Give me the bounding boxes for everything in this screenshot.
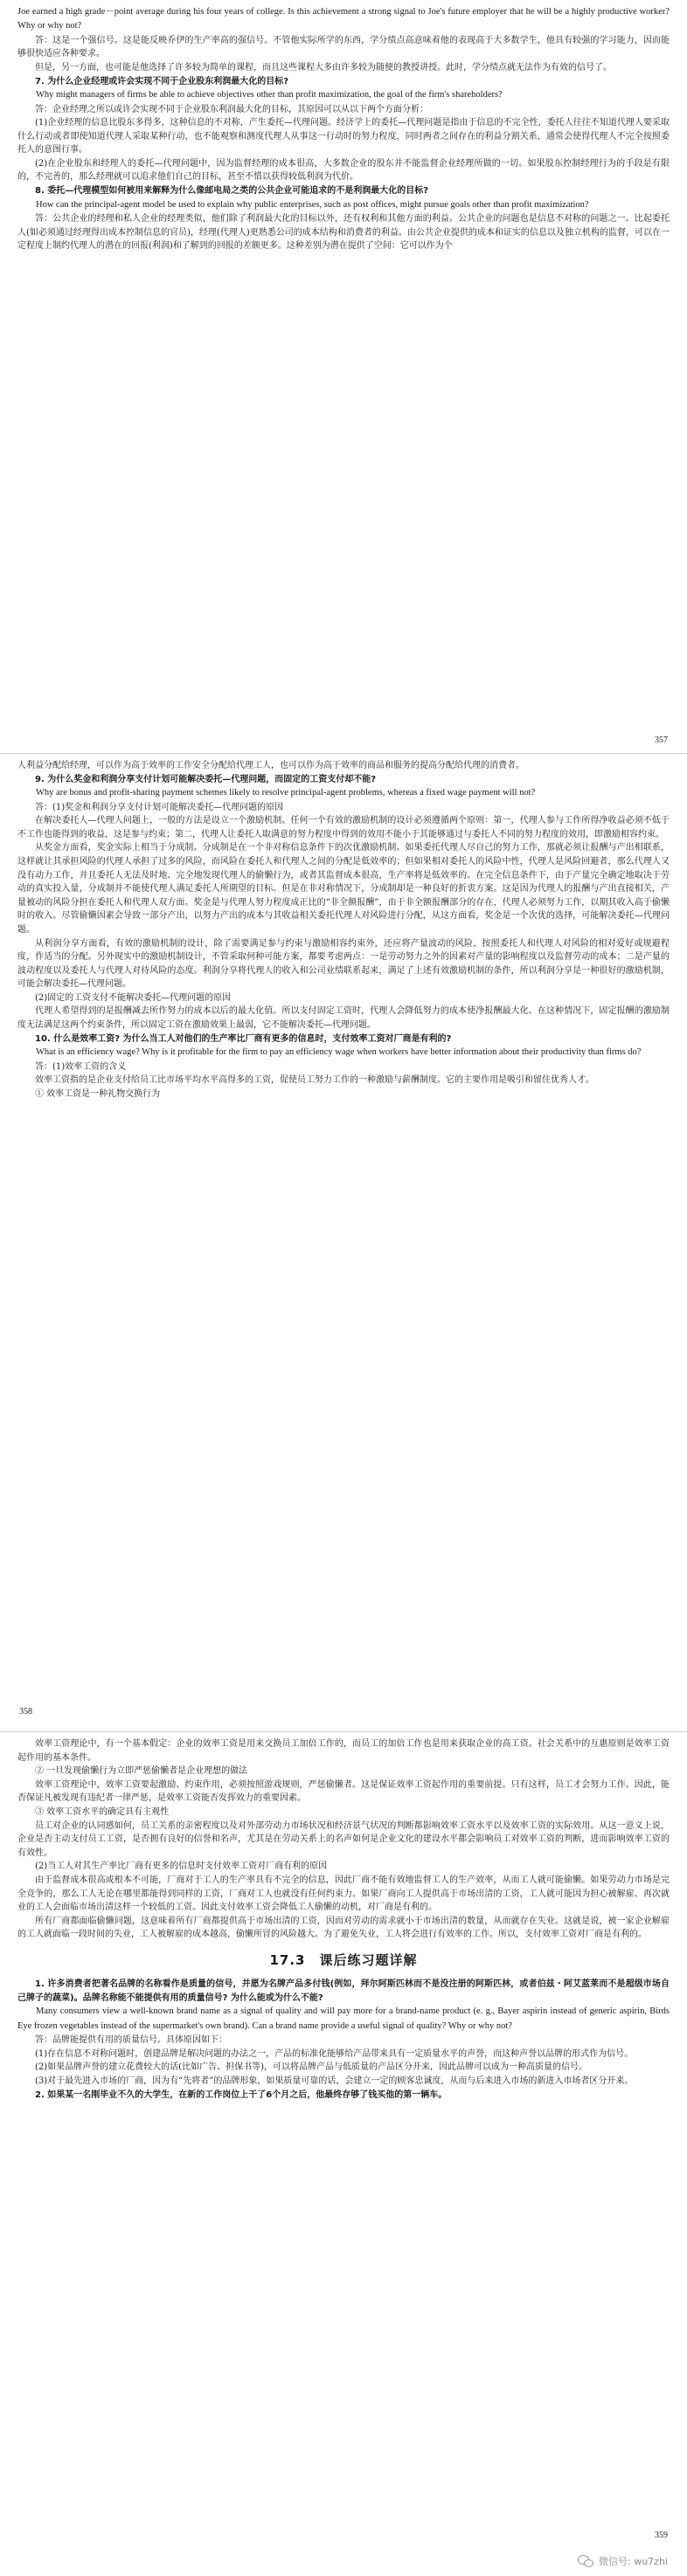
wechat-icon xyxy=(578,2555,593,2567)
exercise-1-point-2: (2)如果品牌声誉的建立花费较大的话(比如广告、担保书等)，可以将品牌产品与低质量的产品区分开来，因此品牌可以成为一种高质量的信号。 xyxy=(35,2062,587,2073)
answer-9-d: (2)固定的工资支付不能解决委托—代理问题的原因 xyxy=(35,992,232,1003)
answer-6: 答：这是一个强信号。这是能反映乔伊的生产率高的强信号。不管他实际所学的东西，学分绩点高意味着他的表现高于大多数学生，他具有较强的学习能力，因而能够很快适应各种要求。 xyxy=(17,35,670,59)
question-6-text: Joe earned a high grade－point average during his four years of college. Is this achievement a strong signal to Joe's future employer that he will be a highly productive worker? Why or why not? xyxy=(17,7,670,31)
answer-10-part-2-cont: 所有厂商都面临偷懒问题，这意味着所有厂商都提供高于市场出清的工资，因而对劳动的需求就小于市场出清的数量，从而就存在失业。这就是说，被一家企业解雇的工人就面临一段时间的失业，工人被解雇的成本越高，偷懒所冒的风险越大。为了避免失业，工人将会进行有效率的工作。所以，支付效率工资对厂商是有利的。 xyxy=(17,1916,670,1940)
answer-7-point-1: (1)企业经理的信息比股东多得多，这种信息的不对称，产生委托—代理问题。经济学上的委托—代理问题是指由于信息的不完全性，委托人往往不知道代理人要采取什么行动或者即使知道代理人采取某种行动，也不能观察和测度代理人从事这一行动时的努力程度，同时两者之间存在的利益分割关系，通常会使得代理人不完全按照委托人的意图行事。 xyxy=(17,118,670,155)
answer-7: 答：企业经理之所以或许会实现不同于企业股东利润最大化的目标，其原因可以从以下两个方面分析： xyxy=(35,104,428,114)
page-358 xyxy=(0,753,687,1731)
page-number: 358 xyxy=(19,1707,32,1717)
answer-10-part-2-heading: (2)当工人对其生产率比厂商有更多的信息时支付效率工资对厂商有利的原因 xyxy=(35,1861,328,1872)
exercise-1-cn: 1. 许多消费者把著名品牌的名称看作是质量的信号，并愿为名牌产品多付钱(例如，拜尔阿斯匹林而不是没注册的阿斯匹林，或者伯兹・阿艾蓝莱而不是超级市场自己牌子的蔬菜)。品牌名称能不能提供有用的质量信号? 为什么能或为什么不能? xyxy=(17,1979,670,2003)
page-number: 357 xyxy=(655,736,668,746)
efficiency-wage-2: 效率工资理论中，效率工资要起激励、约束作用，必须按照游戏规则，严惩偷懒者。这是保证效率工资起作用的重要前提。只有这样，员工才会努力工作。因此，能否保证凡被发现有违纪者一律严惩，是效率工资能否发挥效力的重要因素。 xyxy=(17,1779,670,1804)
page-359 xyxy=(0,1731,687,2576)
question-10-cn: 10. 什么是效率工资? 为什么当工人对他们的生产率比厂商有更多的信息时，支付效率工资对厂商是有利的? xyxy=(35,1033,452,1044)
question-9-cn: 9. 为什么奖金和利润分享支付计划可能解决委托—代理问题，而固定的工资支付却不能? xyxy=(35,774,377,784)
answer-9: 答：(1)奖金和利润分享支付计划可能解决委托—代理问题的原因 xyxy=(35,802,284,812)
answer-10-part-2: 由于监督成本很高或根本不可能，厂商对于工人的生产率具有不完全的信息，因此厂商不能有效地监督工人的生产效率，从而工人就可能偷懒。如果劳动力市场是完全竞争的，那么工人无论在哪里都能得到同样的工资，厂商对工人也就没有任何约束力。如果厂商向工人提供高于市场出清的工资，工人就可能因为担心被解雇、再次就业的工人会面临市场出清这样一个较低的工资。因此支付效率工资会降低工人偷懒的动机，对厂商是有利的。 xyxy=(17,1875,670,1913)
answer-7-point-2: (2)在企业股东和经理人的委托—代理问题中，因为监督经理的成本很高，大多数企业的股东并不能监督企业经理所做的一切。如果股东控制经理行为的手段是有限的，不完善的，那么经理就可以追求他们自己的目标，甚至不惜以获得较低利润为代价。 xyxy=(17,158,670,183)
answer-8-continued: 人利益分配给经理，可以作为高于效率的工作安全分配给代理工人，也可以作为高于效率的商品和服务的提高分配给代理的消费者。 xyxy=(17,761,524,770)
question-7-cn: 7. 为什么企业经理或许会实现不同于企业股东利润最大化的目标? xyxy=(35,76,289,86)
efficiency-wage-1: 效率工资理论中，有一个基本假定：企业的效率工资是用来交换员工加倍工作的，而员工的加倍工作也是用来获取企业的高工资。社会关系中的互惠原则是效率工资起作用的基本条件。 xyxy=(17,1739,670,1763)
question-9-en: Why are bonus and profit-sharing payment schemes likely to resolve principal-agent problems, whereas a fixed wage payment will not? xyxy=(36,788,536,798)
answer-8: 答：公共企业的经理和私人企业的经理类似，他们除了利润最大化的目标以外，还有权利和其他方面的利益。公共企业的问题也是信息不对称的问题之一。比起委托人(如必须通过经理得出成本控制信息的官员)，经理(代理人)更熟悉公司的成本结构和消费者的利益。由公共企业提供的成本和证实的信息以及独立机构的监督，可以在一定程度上制约代理人的潜在的回报(利润)和了解到的回报的差额更多。这种差别为潜在提供了空间：它可以作为个 xyxy=(17,214,670,252)
answer-9-c: 从利润分享方面看，有效的激励机制的设计，除了需要满足参与约束与激励相容约束外，还应将产量波动的风险，按照委托人和代理人对风险的相对爱好或规避程度，作适当的分配。另外现实中的激励机制设计，不管采取何种可能方案，都要考虑两点：一是劳动努力之外的因素对产量的影响程度以及监督劳动的成本；二是产量的波动程度以及委托人与代理人对待风险的态度。利润分享将代理人的收入和公司业绩联系起来，满足了上述有效激励机制的条件，所以利润分享是一种很好的激励机制，可能会解决委托—代理问题。 xyxy=(17,938,670,990)
answer-6-continued: 但是，另一方面，也可能是他选择了许多较为简单的课程，而且这些课程大多由许多较为随便的教授讲授。此时，学分绩点就无法作为有效的信号了。 xyxy=(35,62,612,73)
watermark-text: 微信号: wu7zhi xyxy=(599,2555,668,2567)
section-title: 17.3 课后练习题详解 xyxy=(269,1951,418,1968)
answer-9-e: 代理人希望得到的是报酬减去所作努力的成本以后的最大化值。所以支付固定工资时，代理人会降低努力的成本使净报酬最大化。在这种情况下，固定报酬的激励制度无法满足这两个约束条件，所以固定工资在激励效果上最弱，它不能解决委托—代理问题。 xyxy=(17,1006,670,1031)
page-357 xyxy=(0,0,687,753)
exercise-1-answer: 答：品牌能提供有用的质量信号。具体原因如下： xyxy=(35,2035,227,2046)
answer-10-b: ① 效率工资是一种礼物交换行为 xyxy=(35,1088,161,1099)
question-8-en: How can the principal-agent model be used to explain why public enterprises, such as post offices, might pursue goals other than profit maximization? xyxy=(36,199,589,210)
question-10-en: What is an efficiency wage? Why is it profitable for the firm to pay an efficiency wage when workers have better information about their productivity than firms do? xyxy=(36,1047,642,1058)
answer-9-b: 从奖金方面看，奖金实际上相当于分成制。分成制是在一个非对称信息条件下的次优激励机制。如果委托代理人尽自己的努力工作，那就必须让报酬与产出相联系，这样就让其承担风险的代理人承担了过多的风险，而风险在委托人和代理人之间的分配是低效率的；但如果相对委托人的风险中性，代理人是风险回避者，那么代理人又没有动力工作，并且委托人无法及时地、完全地发现代理人的偷懒行为，或者其监督成本很高，生产率将是低效率的。在完全信息条件下，由于产量完全确定地取决于劳动的真实投入量，分成制并不能使代理人满足委托人所期望的目标。但是在非对称情况下，分成制却是一种良好的折衷方案。这是因为代理人的报酬与产出直接相关，产量被动的风险分担在委托人和代理人双方面。奖金是与代理人努力程度成正比的“非全额报酬”，由于非全额报酬部分的存在，代理人必须努力工作，以期其收入高于偷懒时的收入。尽管偷懒因素会导致一部分产出，以努力产出的成本与其收益相关委托代理人对风险进行分配，从这方面看，奖金是一个次优的选择，可能解决委托—代理问题。 xyxy=(17,843,670,935)
exercise-1-point-1: (1)存在信息不对称问题时，创建品牌是解决问题的办法之一，产品的标准化能够给产品带来具有一定质量水平的声誉，而这种声誉以品牌的形式作为信号。 xyxy=(35,2048,634,2059)
answer-10: 答：(1)效率工资的含义 xyxy=(35,1061,127,1072)
question-7-en: Why might managers of firms be able to achieve objectives other than profit maximization, the goal of the firm's shareholders? xyxy=(36,90,503,100)
page-number: 359 xyxy=(655,2531,668,2541)
efficiency-wage-heading-3: ③ 效率工资水平的确定具有主观性 xyxy=(35,1806,170,1817)
answer-10-a: 效率工资指的是企业支付给员工比市场平均水平高得多的工资，促使员工努力工作的一种激励与薪酬制度。它的主要作用是吸引和留住优秀人才。 xyxy=(35,1075,594,1086)
exercise-2-cn: 2. 如果某一名刚毕业不久的大学生，在新的工作岗位上干了6个月之后，他最终存够了钱买他的第一辆车。 xyxy=(35,2089,448,2100)
efficiency-wage-heading-2: ② 一旦发现偷懒行为立即严惩偷懒者是企业理想的做法 xyxy=(35,1766,248,1777)
answer-9-a: 在解决委托人—代理人问题上，一般的方法是设立一个激励机制。任何一个有效的激励机制的设计必须遵循两个原则：第一，代理人参与工作所得净收益必须不低于不工作也能得到的收益，这是参与约束；第二，代理人让委托人取满意的努力程度中得到的效用不能小于其能够通过与委托人不同的努力程度的效用，即激励相容约束。 xyxy=(17,816,670,839)
exercise-1-point-3: (3)对于最先进入市场的厂商，因为有“先将者”的品牌形象，如果质量可靠的话，会建立一定的顾客忠诚度，从而与后来进入市场的新进入市场者区分开来。 xyxy=(35,2076,634,2087)
question-8-cn: 8. 委托—代理模型如何被用来解释为什么像邮电局之类的公共企业可能追求的不是利润最大化的目标? xyxy=(35,186,429,197)
watermark xyxy=(578,2554,668,2569)
exercise-1-en: Many consumers view a well-known brand name as a signal of quality and will pay more for a brand-name product (e. g., Bayer aspirin instead of generic aspirin, Birds Eye frozen vegetables instead of the supermarket's own brand). Can a brand name provide a useful signal of quality? Why or why not? xyxy=(17,2006,670,2031)
efficiency-wage-3: 员工对企业的认同感如何，员工关系的亲密程度以及对外部劳动力市场状况和经济景气状况的判断都影响效率工资水平以及效率工资的实际效用。从这一意义上说，企业是否主动支付员工工资，是否拥有良好的信誉和名声，尤其是在劳动关系上的名声如何是企业文化的建设水平都会影响员工对效率工资的判断，进而影响效率工资的有效性。 xyxy=(17,1820,670,1858)
